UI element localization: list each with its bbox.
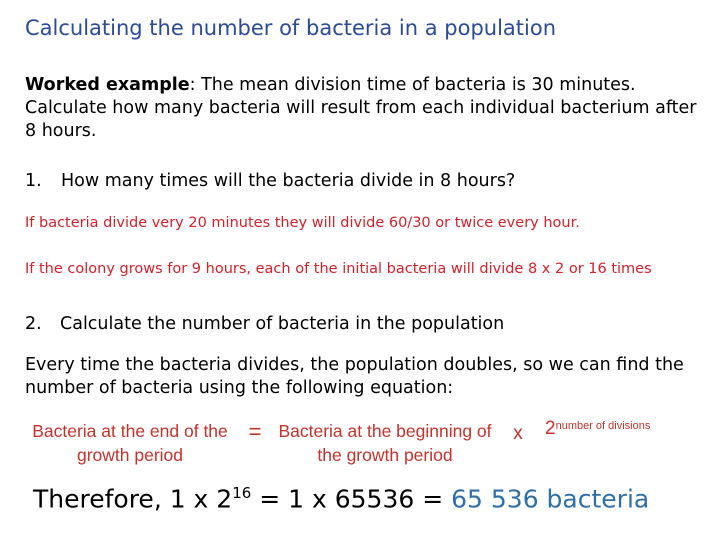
question-2-text: Calculate the number of bacteria in the population [60,314,505,334]
equation-power-term [545,417,650,441]
equation-exponent: number of divisions [555,420,651,432]
explanation-text: Every time the bacteria divides, the population doubles, so we can find the number of bacteria using the following equation: [25,355,684,398]
therefore-exponent: 16 [232,484,252,502]
question-2-number: 2. [25,314,42,334]
equation-left-term: Bacteria at the end of the growth period [32,421,228,465]
answer-line-2: If the colony grows for 9 hours, each of the initial bacteria will divide 8 x 2 or 16 times [25,261,652,277]
question-2 [25,314,504,334]
equation-base: 2 [545,418,556,439]
worked-example [25,74,705,143]
therefore-result [33,484,649,513]
therefore-answer: 65 536 bacteria [451,484,650,514]
equation-middle-term: Bacteria at the beginning of the growth period [278,421,492,465]
equation-equals-sign: = [248,419,262,444]
slide-title: Calculating the number of bacteria in a population [25,16,557,40]
answer-line-1: If bacteria divide very 20 minutes they will divide 60/30 or twice every hour. [25,215,580,231]
question-1-text: How many times will the bacteria divide in 8 hours? [61,171,516,191]
worked-example-text: : The mean division time of bacteria is 30 minutes. Calculate how many bacteria will result from each individual bacterium after 8 hours. [25,75,697,141]
question-1-number: 1. [25,171,42,191]
worked-example-label: Worked example [25,75,190,95]
therefore-prefix: Therefore, 1 x 2 [33,484,233,514]
equation-times-sign: x [513,423,523,444]
question-1 [25,171,515,191]
therefore-middle: = 1 x 65536 = [251,484,452,514]
